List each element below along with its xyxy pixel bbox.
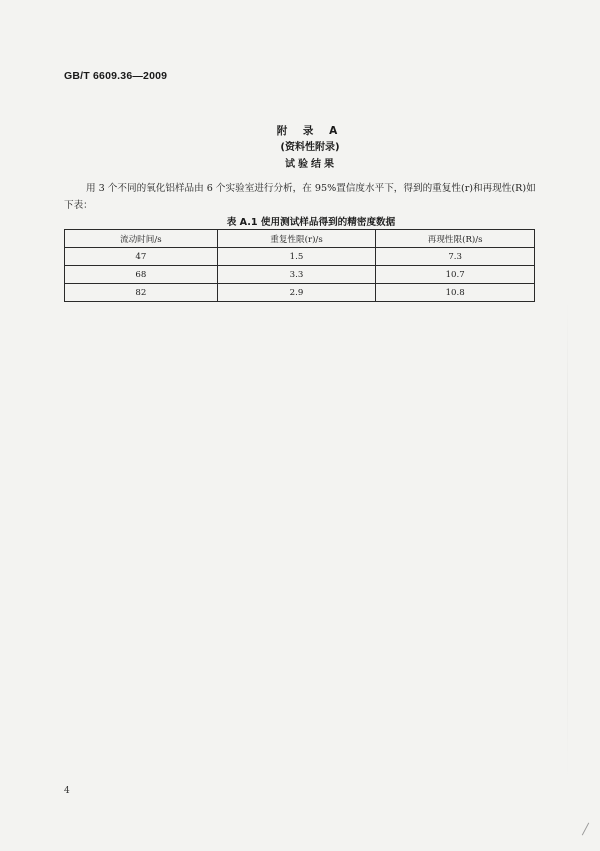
table-caption: 表 A.1 使用测试样品得到的精密度数据 [226,217,396,228]
table-cell: 82 [65,284,218,302]
precision-table [64,229,535,302]
column-header-reproducibility: 再现性限(R)/s [376,230,535,248]
table-row [65,248,535,266]
intro-paragraph: 用 3 个不同的氧化铝样品由 6 个实验室进行分析，在 95%置信度水平下，得到的重复性(r)和再现性(R)如下表： [64,183,536,211]
table-cell: 7.3 [376,248,535,266]
table-header-row [65,230,535,248]
table-cell: 1.5 [217,248,376,266]
column-header-flow-time: 流动时间/s [65,230,218,248]
standard-code-header: GB/T 6609.36—2009 [64,70,168,82]
table-cell: 2.9 [217,284,376,302]
table-row [65,266,535,284]
table-cell: 3.3 [217,266,376,284]
scan-artifact-mark [582,823,589,836]
page-number: 4 [64,786,70,796]
appendix-header [0,124,600,173]
appendix-heading: 试验结果 [285,159,337,170]
column-header-repeatability: 重复性限(r)/s [217,230,376,248]
table-cell: 68 [65,266,218,284]
appendix-subtitle: (资料性附录) [280,142,340,153]
table-cell: 47 [65,248,218,266]
table-row [65,284,535,302]
table-cell: 10.8 [376,284,535,302]
scan-artifact-edge [567,300,568,780]
appendix-title: 附 录 A [276,125,344,137]
table-cell: 10.7 [376,266,535,284]
